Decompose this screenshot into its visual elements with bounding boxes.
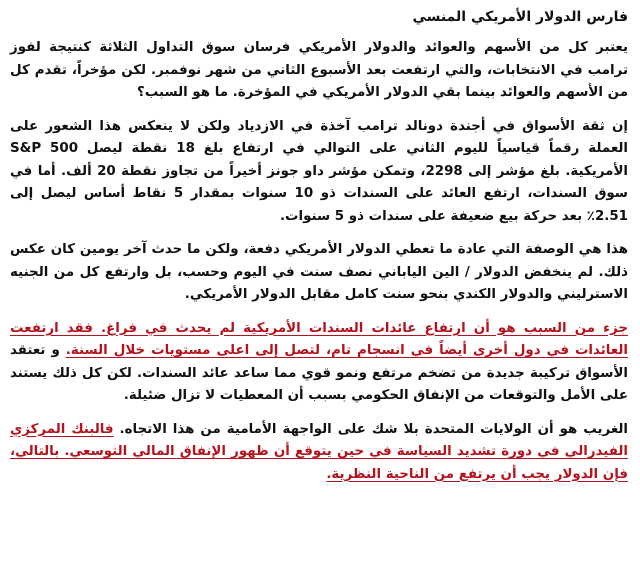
paragraph-bond-yields [10,318,628,408]
paragraph-intro [10,37,628,105]
highlighted-text: فالبنك المركزي الفيدرالي في دورة تشديد السياسة في حين يتوقع أن ظهور الإنفاق المالي التوسعي. بالتالي، فإن الدولار يجب أن يرتفع من الناحية النظرية. [10,421,628,482]
article [10,6,628,497]
article-title: فارس الدولار الأمريكي المنسي [412,9,628,25]
paragraph-market-confidence [10,116,628,229]
paragraph-text: يعتبر كل من الأسهم والعوائد والدولار الأمريكي فرسان سوق التداول الثلاثة كنتيجة لفوز ترامب في الانتخابات، والتي ارتفعت بعد الأسبوع الثاني من شهر نوفمبر. لكن مؤخراً، تقدم كل من الأسهم والعوائد بينما بقي الدولار الأمريكي في المؤخرة. ما هو السبب؟ [10,40,628,100]
paragraph-fed-policy [10,419,628,487]
highlighted-text: جزء من السبب هو أن ارتفاع عائدات السندات الأمريكية لم يحدث في فراغ. فقد ارتفعت العائدات في دول أخرى أيضاً في انسجام تام، لتصل إلى اعلى مستويات خلال السنة. [10,320,628,358]
paragraph-text: و تعتقد الأسواق تركيبة جديدة من تضخم مرتفع ونمو قوي مما ساعد عائد السندات. لكن كل ذلك يستند على الأمل والتوقعات من الإنفاق الحكومي بسبب أن المعطيات لا تزال ضئيلة. [10,343,628,403]
paragraph-text: هذا هي الوصفة التي عادة ما تعطي الدولار الأمريكي دفعة، ولكن ما حدث آخر يومين كان عكس ذلك. لم ينخفض الدولار / الين الياباني نصف سنت في اليوم وحسب، بل وارتفع كل من الجنيه الاسترليني والدولار الكندي بنحو سنت كامل مقابل الدولار الأمريكي. [10,242,628,302]
paragraph-text: الغريب هو أن الولايات المتحدة بلا شك على الواجهة الأمامية من هذا الاتجاه. [113,421,628,437]
paragraph-text: إن ثقة الأسواق في أجندة دونالد ترامب آخذة في الازدياد ولكن لا ينعكس هذا الشعور على العملة رقماً قياسياً لليوم الثاني على التوالي في ارتفاع بلغ 18 نقطة ليصل S&P 500 الأمريكية. بلغ مؤشر إلى 2298، وتمكن مؤشر داو جونز أخيراً من تجاوز نقطة 20 ألف. أما في سوق السندات، ارتفع العائد على السندات ذو 10 سنوات بمقدار 5 نقاط أساس ليصل إلى 2.51٪ بعد حركة بيع ضعيفة على سندات ذو 5 سنوات. [10,118,629,224]
paragraph-dollar-recipe [10,239,628,307]
